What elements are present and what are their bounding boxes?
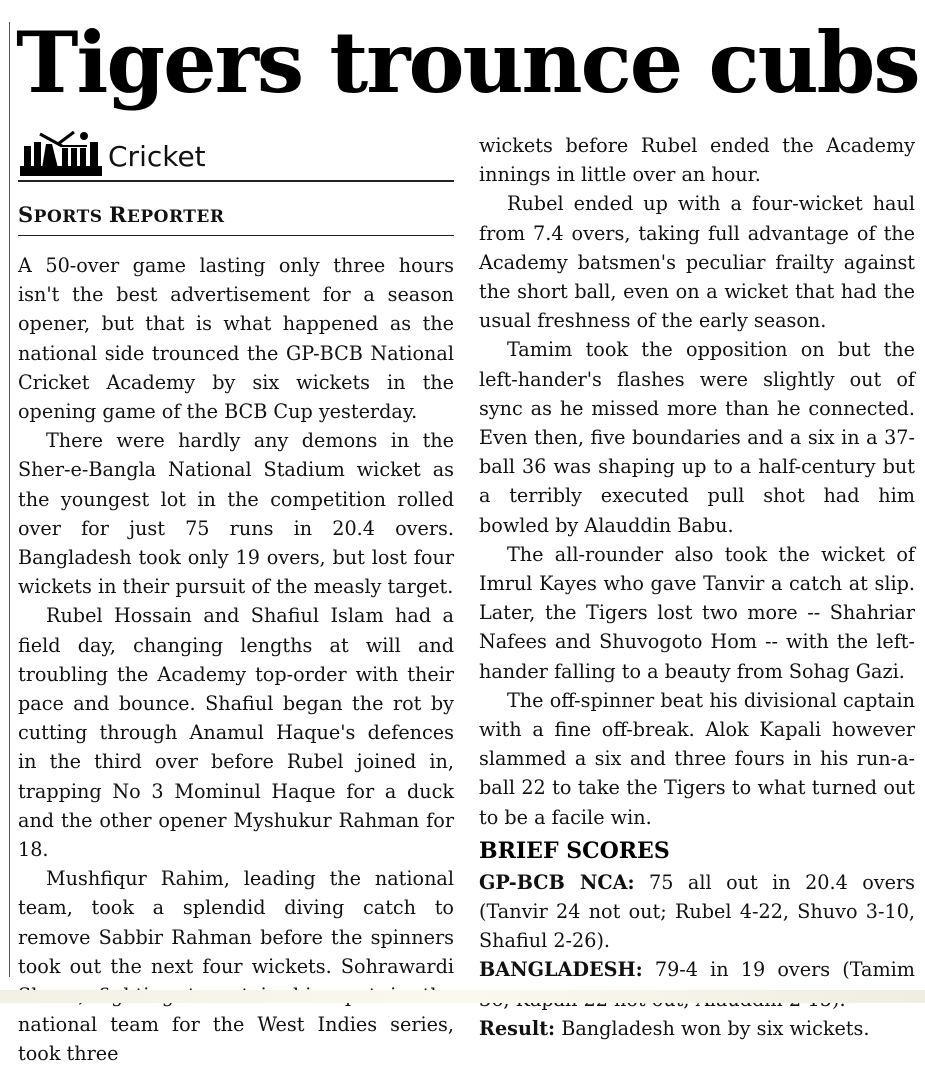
cricket-bat-stumps-icon	[18, 128, 104, 178]
section-tag	[18, 128, 454, 184]
section-rule	[18, 180, 454, 182]
headline: Tigers trounce cubs	[16, 13, 919, 112]
score-line	[479, 955, 915, 1013]
paragraph: Tamim took the opposition on but the left-hander's flashes were slightly out of sync as he missed more than he connected. Even then, five boundaries and a six in a 37-ball 36 was shaping up to a half-century but a terribly executed pull shot had him bowled by Alauddin Babu.	[479, 338, 915, 537]
section-label: Cricket	[108, 140, 206, 173]
scores-heading: BRIEF SCORES	[479, 837, 670, 864]
result-label: Result:	[479, 1016, 556, 1040]
paragraph: A 50-over game lasting only three hours isn't the best advertisement for a season opener, but that is what happened as the national side trounced the GP-BCB National Cricket Academy by six wickets in the opening game of the BCB Cup yesterday.	[18, 254, 454, 424]
byline-rest-2: EPORTER	[126, 207, 225, 227]
paragraph: Mushfiqur Rahim, leading the national team, took a splendid diving catch to remove Sabbir Rahman before the spinners took out the next four wickets. Sohrawardi national team for the West Indies series, took three	[18, 867, 454, 1066]
team2-label: BANGLADESH:	[479, 958, 643, 982]
brief-scores	[479, 836, 915, 1043]
byline-rest-1: PORTS	[33, 207, 109, 227]
paragraph: The off-spinner beat his divisional captain with a fine off-break. Alok Kapali however slammed a six and three fours in his run-a-ball 22 to take the Tigers to what turned out to be a facile win.	[479, 688, 915, 829]
paragraph: wickets before Rubel ended the Academy innings in little over an hour.	[479, 134, 915, 187]
column-rule	[9, 22, 10, 977]
byline-initial-1: S	[18, 202, 34, 227]
score-line	[479, 868, 915, 956]
page-edge	[0, 990, 925, 1003]
paragraph: Rubel Hossain and Shafiul Islam had a field day, changing lengths at will and troubling the Academy top-order with their pace and bounce. Shafiul began the rot by cutting through Anamul Haque's defences in the third over before Rubel joined in, trapping No 3 Mominul Haque for a duck and the other opener Myshukur Rahman for 18.	[18, 604, 454, 862]
byline-initial-2: R	[108, 202, 127, 227]
byline	[18, 202, 454, 236]
paragraph: The all-rounder also took the wicket of Imrul Kayes who gave Tanvir a catch at slip. Later, the Tigers lost two more -- Shahriar Nafees and Shuvogoto Hom -- with the left-hander falling to a beauty from Sohag Gazi.	[479, 542, 915, 683]
result-text: Bangladesh won by six wickets.	[555, 1016, 870, 1040]
team2-text: 79-4 in 19 overs (Tamim	[654, 958, 915, 982]
team1-text: 75 all out in 20.4 overs (Tanvir 24 not out; Rubel 4-22, Shuvo 3-10, Shafiul 2-26).	[479, 870, 915, 953]
team1-label: GP-BCB NCA:	[479, 870, 635, 894]
paragraph: Rubel ended up with a four-wicket haul from 7.4 overs, taking full advantage of the Academy batsmen's peculiar frailty against the short ball, even on a wicket that had the usual freshness of the early season.	[479, 192, 915, 333]
result-line	[479, 1014, 915, 1043]
paragraph: There were hardly any demons in the Sher-e-Bangla National Stadium wicket as the youngest lot in the competition rolled over for just 75 runs in 20.4 overs. Bangladesh took only 19 overs, but lost four wickets in their pursuit of the measly target.	[18, 429, 454, 599]
